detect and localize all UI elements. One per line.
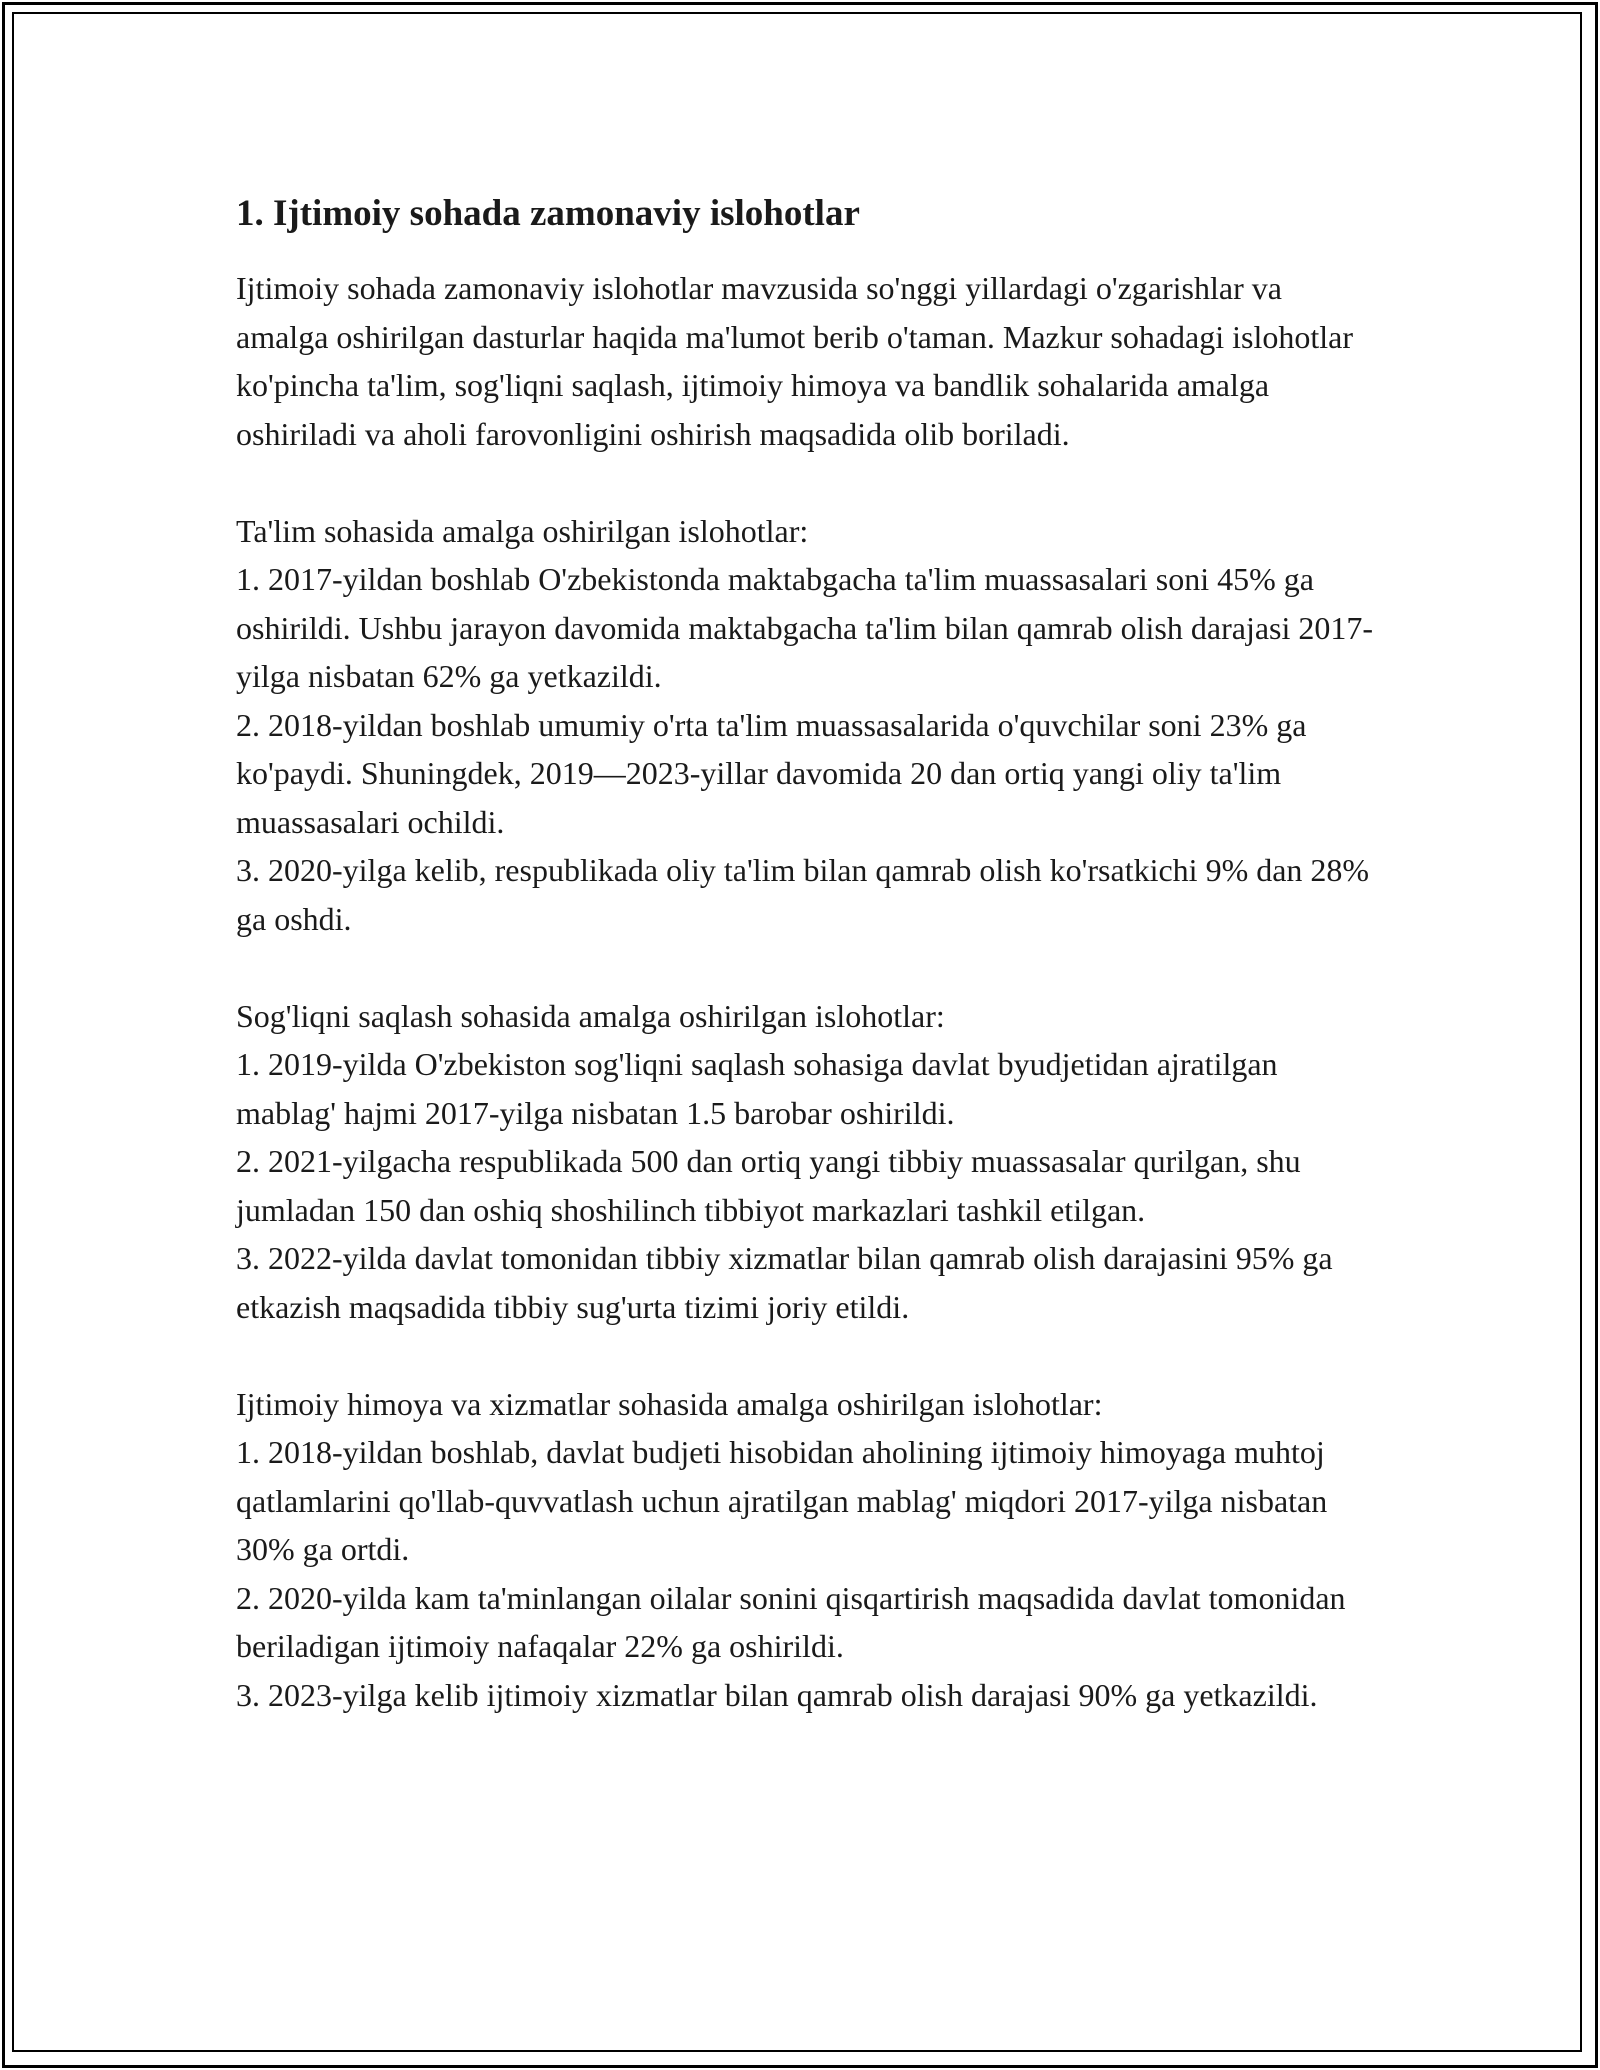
document-body: [236, 190, 1376, 1719]
section-social-protection: [236, 1380, 1376, 1720]
list-item: 1. 2018-yildan boshlab, davlat budjeti hisobidan aholining ijtimoiy himoyaga muhtoj qatlamlarini qo'llab-quvvatlash uchun ajratilgan mablag' miqdori 2017-yilga nisbatan 30% ga ortdi.: [236, 1434, 1328, 1567]
list-item: 1. 2017-yildan boshlab O'zbekistonda maktabgacha ta'lim muassasalari soni 45% ga oshirildi. Ushbu jarayon davomida maktabgacha ta'lim bilan qamrab olish darajasi 2017-yilga nisbatan 62% ga yetkazildi.: [236, 561, 1374, 694]
list-item: 3. 2023-yilga kelib ijtimoiy xizmatlar bilan qamrab olish darajasi 90% ga yetkazildi.: [236, 1676, 1318, 1713]
list-item: 2. 2020-yilda kam ta'minlangan oilalar sonini qisqartirish maqsadida davlat tomonidan beriladigan ijtimoiy nafaqalar 22% ga oshirildi.: [236, 1579, 1346, 1664]
list-item: 3. 2022-yilda davlat tomonidan tibbiy xizmatlar bilan qamrab olish darajasini 95% ga etkazish maqsadida tibbiy sug'urta tizimi joriy etildi.: [236, 1240, 1333, 1325]
section-heading: Sog'liqni saqlash sohasida amalga oshirilgan islohotlar:: [236, 997, 945, 1034]
section-healthcare: [236, 992, 1376, 1332]
list-item: 2. 2021-yilgacha respublikada 500 dan ortiq yangi tibbiy muassasalar qurilgan, shu jumladan 150 dan oshiq shoshilinch tibbiyot markazlari tashkil etilgan.: [236, 1143, 1301, 1228]
intro-paragraph: Ijtimoiy sohada zamonaviy islohotlar mavzusida so'nggi yillardagi o'zgarishlar va amalga oshirilgan dasturlar haqida ma'lumot berib o'taman. Mazkur sohadagi islohotlar ko'pincha ta'lim, sog'liqni saqlash, ijtimoiy himoya va bandlik sohalarida amalga oshiriladi va aholi farovonligini oshirish maqsadida olib boriladi.: [236, 270, 1353, 452]
document-title: 1. Ijtimoiy sohada zamonaviy islohotlar: [236, 193, 860, 234]
list-item: 1. 2019-yilda O'zbekiston sog'liqni saqlash sohasiga davlat byudjetidan ajratilgan mablag' hajmi 2017-yilga nisbatan 1.5 barobar oshirildi.: [236, 1046, 1278, 1131]
section-education: [236, 507, 1376, 944]
list-item: 2. 2018-yildan boshlab umumiy o'rta ta'lim muassasalarida o'quvchilar soni 23% ga ko'paydi. Shuningdek, 2019—2023-yillar davomida 20 dan ortiq yangi oliy ta'lim muassasalari ochildi.: [236, 706, 1307, 840]
section-heading: Ta'lim sohasida amalga oshirilgan islohotlar:: [236, 512, 809, 549]
list-item: 3. 2020-yilga kelib, respublikada oliy ta'lim bilan qamrab olish ko'rsatkichi 9% dan 28% ga oshdi.: [236, 852, 1370, 937]
section-heading: Ijtimoiy himoya va xizmatlar sohasida amalga oshirilgan islohotlar:: [236, 1385, 1103, 1422]
